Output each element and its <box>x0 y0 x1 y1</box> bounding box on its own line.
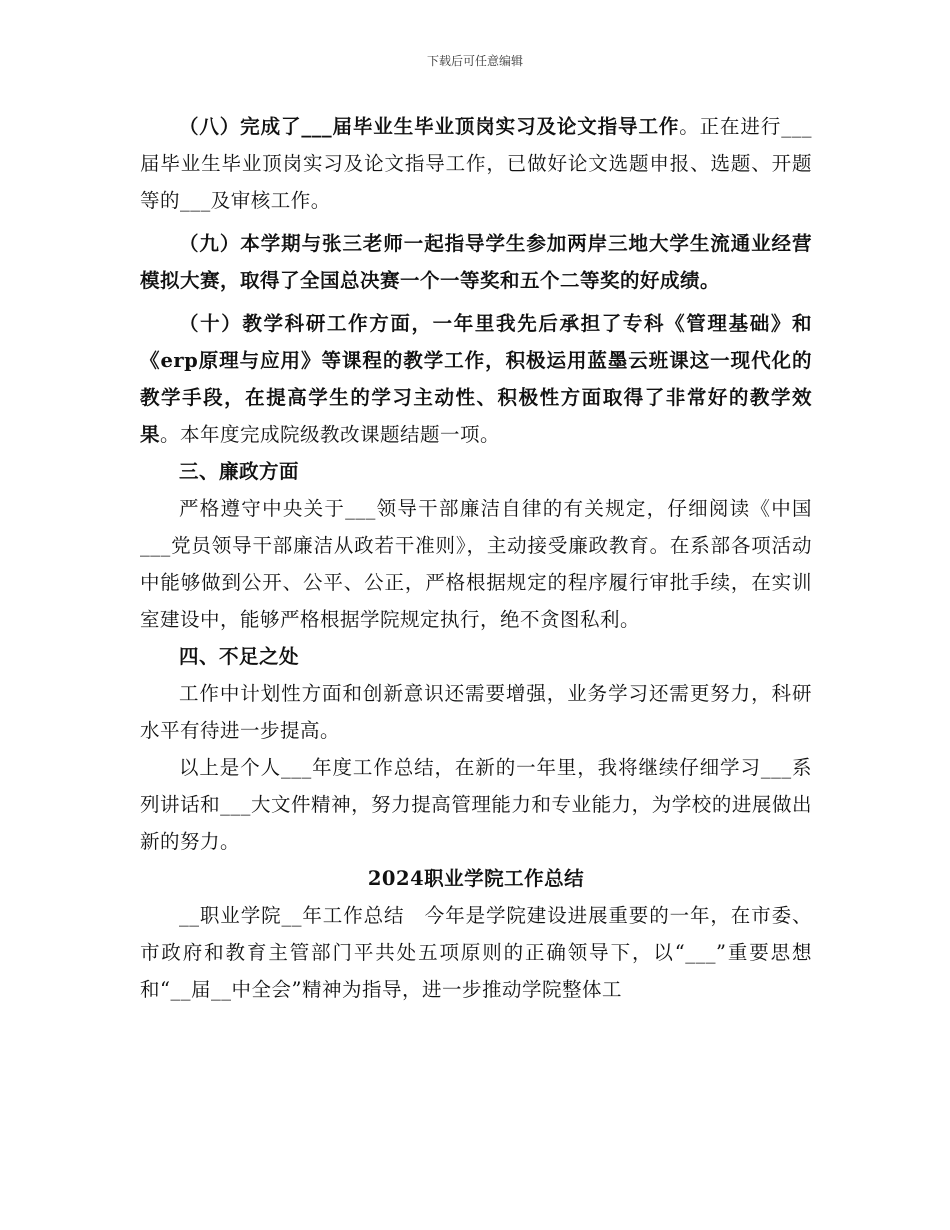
document-body <box>140 108 812 1008</box>
paragraph-10-rest: 。本年度完成院级教改课题结题一项。 <box>160 423 501 446</box>
paragraph-integrity: 严格遵守中央关于___领导干部廉洁自律的有关规定，仔细阅读《中国___党员领导干部廉洁从政若干准则》，主动接受廉政教育。在系部各项活动中能够做到公开、公平、公正，严格根据规定的程序履行审批手续，在实训室建设中，能够严格根据学院规定执行，绝不贪图私利。 <box>140 497 812 631</box>
paragraph-shortcomings: 工作中计划性方面和创新意识还需要增强，业务学习还需更努力，科研水平有待进一步提高。 <box>140 682 812 742</box>
paragraph-10 <box>140 305 812 453</box>
document-title: 2024职业学院工作总结 <box>367 867 585 890</box>
paragraph-8-bold: （八）完成了___届毕业生毕业顶岗实习及论文指导工作 <box>179 115 680 138</box>
section-heading-4: 四、不足之处 <box>179 645 300 668</box>
paragraph-10-bold: （十）教学科研工作方面，一年里我先后承担了专科《管理基础》和《erp原理与应用》等课程的教学工作，积极运用蓝墨云班课这一现代化的教学手段，在提高学生的学习主动性、积极性方面取得了非常好的教学效果 <box>140 312 812 446</box>
page-header: 下载后可任意编辑 <box>426 54 523 68</box>
paragraph-8-rest: 。正在进行___届毕业生毕业顶岗实习及论文指导工作，已做好论文选题申报、选题、开题等的___及审核工作。 <box>140 115 812 212</box>
section-heading-3: 三、廉政方面 <box>179 460 300 483</box>
paragraph-conclusion: 以上是个人___年度工作总结，在新的一年里，我将继续仔细学习___系列讲话和___大文件精神，努力提高管理能力和专业能力，为学校的进展做出新的努力。 <box>140 756 812 853</box>
paragraph-college-summary: __职业学院__年工作总结 今年是学院建设进展重要的一年，在市委、市政府和教育主管部门平共处五项原则的正确领导下，以“___”重要思想和“__届__中全会”精神为指导，进一步推动学院整体工 <box>140 904 812 1001</box>
paragraph-9: （九）本学期与张三老师一起指导学生参加两岸三地大学生流通业经营模拟大赛，取得了全国总决赛一个一等奖和五个二等奖的好成绩。 <box>140 232 812 292</box>
paragraph-8 <box>140 108 812 219</box>
